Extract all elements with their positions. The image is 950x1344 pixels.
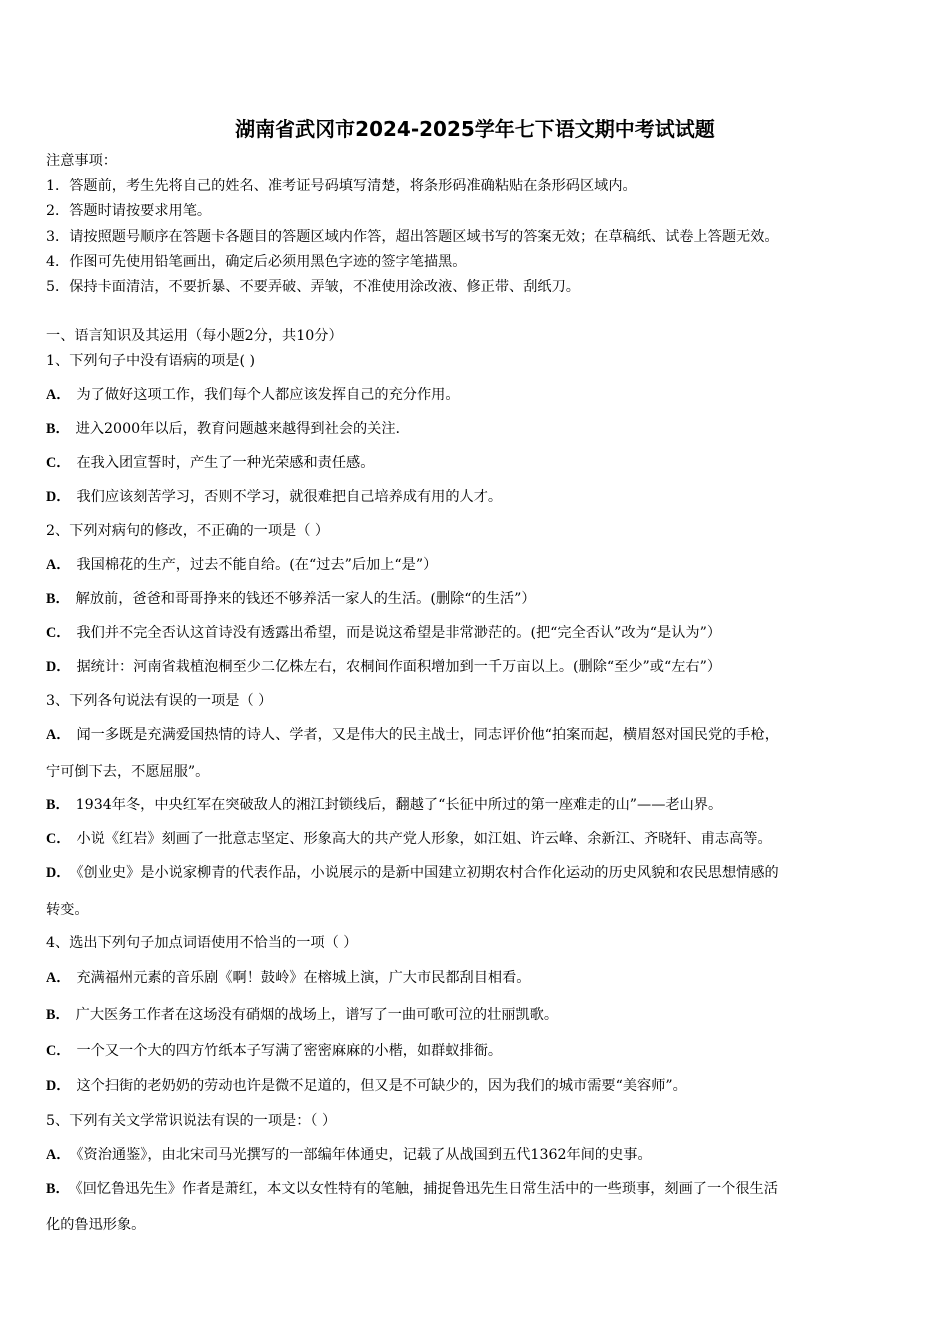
option-row [46,864,779,882]
option-text: 1934年冬，中央红军在突破敌人的湘江封锁线后，翻越了“长征中所过的第一座难走的山”——老山界。 [75,797,723,813]
option-letter: C． [46,455,71,471]
option-text: 小说《红岩》刻画了一批意志坚定、形象高大的共产党人形象，如江姐、许云峰、余新江、齐晓轩、甫志高等。 [76,831,772,847]
option-text: 广大医务工作者在这场没有硝烟的战场上，谱写了一曲可歌可泣的壮丽凯歌。 [75,1007,559,1023]
option-text: 在我入团宣誓时，产生了一种光荣感和责任感。 [76,455,375,471]
option-text: 闻一多既是充满爱国热情的诗人、学者，又是伟大的民主战士，同志评价他“拍案而起，横眉怒对国民党的手枪， [76,727,779,743]
option-text: 进入2000年以后，教育问题越来越得到社会的关注. [75,421,401,437]
option-letter: A． [46,1147,71,1163]
option-row [46,969,530,987]
page-title: 湖南省武冈市2024-2025学年七下语文期中考试试题 [235,117,715,141]
option-text: 我们并不完全否认这首诗没有透露出希望，而是说这希望是非常渺茫的。(把“完全否认”改为“是认为”） [76,625,722,641]
notice-item: 1．答题前，考生先将自己的姓名、准考证号码填写清楚，将条形码准确粘贴在条形码区域内。 [46,178,637,194]
option-text: 我国棉花的生产，过去不能自给。(在“过去”后加上“是”） [76,557,438,573]
option-text: 解放前，爸爸和哥哥挣来的钱还不够养活一家人的生活。(删除“的生活”） [75,591,536,607]
question-stem: 1、下列句子中没有语病的项是( ) [46,353,256,369]
option-continuation: 化的鲁迅形象。 [46,1217,146,1233]
option-row [46,386,460,404]
option-row [46,726,779,744]
option-text: 我们应该刻苦学习，否则不学习，就很难把自己培养成有用的人才。 [76,489,503,505]
option-text: 《创业史》是小说家柳青的代表作品，小说展示的是新中国建立初期农村合作化运动的历史风貌和农民思想情感的 [76,865,779,881]
option-continuation: 转变。 [46,902,89,918]
option-letter: D． [46,489,71,505]
option-letter: B． [46,797,70,813]
question-stem: 3、下列各句说法有误的一项是（ ） [46,693,273,709]
option-text: 《回忆鲁迅先生》作者是萧红，本文以女性特有的笔触，捕捉鲁迅先生日常生活中的一些琐事，刻画了一个很生活 [75,1181,778,1197]
option-text: 《资治通鉴》，由北宋司马光撰写的一部编年体通史，记载了从战国到五代1362年间的史事。 [76,1147,652,1163]
option-row [46,454,374,472]
option-row [46,1180,778,1198]
option-row [46,556,437,574]
option-text: 这个扫街的老奶奶的劳动也许是微不足道的，但又是不可缺少的，因为我们的城市需要“美容师”。 [76,1078,687,1094]
option-letter: A． [46,557,71,573]
option-letter: D． [46,1078,71,1094]
question-stem: 2、下列对病句的修改，不正确的一项是（ ） [46,523,330,539]
notice-item: 2．答题时请按要求用笔。 [46,203,212,219]
option-row [46,1042,502,1060]
option-text: 据统计：河南省栽植泡桐至少二亿株左右，农桐间作面积增加到一千万亩以上。(删除“至少”或“左右”） [76,659,722,675]
option-letter: B． [46,1181,70,1197]
option-row [46,420,400,438]
option-text: 一个又一个大的四方竹纸本子写满了密密麻麻的小楷，如群蚁排衙。 [76,1043,503,1059]
option-row [46,796,722,814]
option-row [46,830,772,848]
notice-item: 4．作图可先使用铅笔画出，确定后必须用黑色字迹的签字笔描黑。 [46,254,467,270]
option-row [46,488,502,506]
option-letter: A． [46,727,71,743]
question-stem: 4、选出下列句子加点词语使用不恰当的一项（ ） [46,935,358,951]
option-letter: A． [46,970,71,986]
option-letter: B． [46,1007,70,1023]
option-row [46,1077,687,1095]
option-letter: D． [46,865,71,881]
option-text: 充满福州元素的音乐剧《啊！鼓岭》在榕城上演，广大市民都刮目相看。 [76,970,531,986]
option-row [46,590,536,608]
question-stem: 5、下列有关文学常识说法有误的一项是：（ ） [46,1113,337,1129]
option-letter: D． [46,659,71,675]
option-row [46,1006,558,1024]
option-letter: B． [46,421,70,437]
option-continuation: 宁可倒下去，不愿屈服”。 [46,764,210,780]
notice-heading: 注意事项： [46,153,117,169]
notice-item: 3．请按照题号顺序在答题卡各题目的答题区域内作答，超出答题区域书写的答案无效；在草稿纸、试卷上答题无效。 [46,229,779,245]
option-row [46,658,721,676]
section-heading: 一、语言知识及其运用（每小题2分，共10分） [46,328,343,344]
option-letter: B． [46,591,70,607]
option-letter: C． [46,1043,71,1059]
option-text: 为了做好这项工作，我们每个人都应该发挥自己的充分作用。 [76,387,460,403]
option-letter: C． [46,831,71,847]
option-letter: A． [46,387,71,403]
option-letter: C． [46,625,71,641]
option-row [46,624,721,642]
notice-item: 5．保持卡面清洁，不要折暴、不要弄破、弄皱，不准使用涂改液、修正带、刮纸刀。 [46,279,580,295]
option-row [46,1146,652,1164]
